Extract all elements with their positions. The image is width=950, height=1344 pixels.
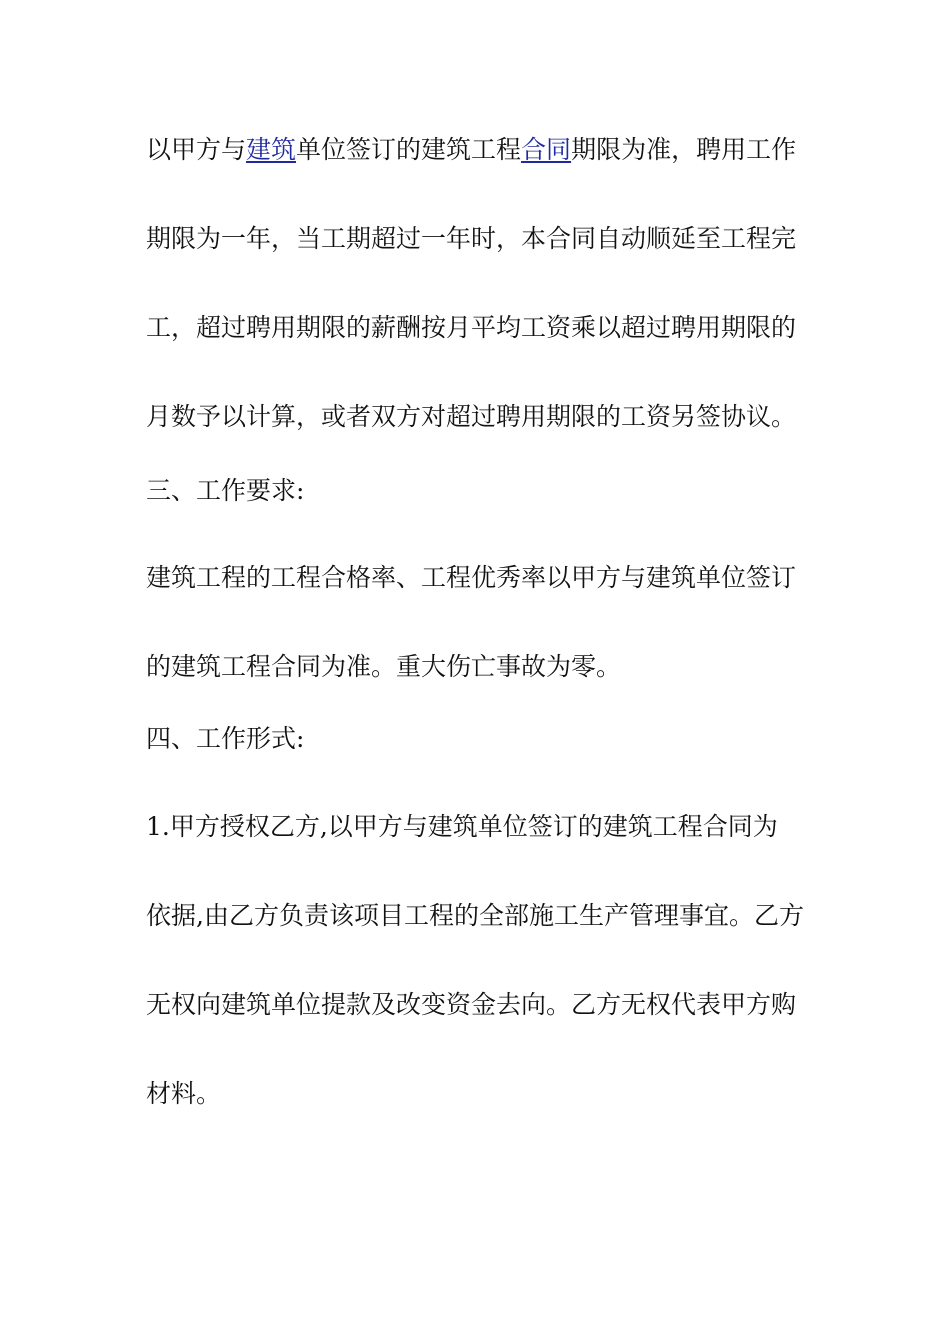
section-heading: 三、工作要求: [146,476,305,505]
paragraph-line: 无权向建筑单位提款及改变资金去向。乙方无权代表甲方购 [146,990,797,1019]
link-jianzhu[interactable]: 建筑 [246,135,297,164]
paragraph-line [146,133,796,167]
line-text: 期限为准，聘用工作 [571,135,797,164]
paragraph-line: 工，超过聘用期限的薪酬按月平均工资乘以超过聘用期限的 [146,313,797,342]
paragraph-line: 期限为一年，当工期超过一年时，本合同自动顺延至工程完 [146,224,797,253]
line-text: 以甲方与 [146,135,247,164]
section-heading: 四、工作形式: [146,724,305,753]
paragraph-line: 依据,由乙方负责该项目工程的全部施工生产管理事宜。乙方 [146,901,804,930]
link-hetong[interactable]: 合同 [521,135,572,164]
paragraph-line: 建筑工程的工程合格率、工程优秀率以甲方与建筑单位签订 [146,563,797,592]
paragraph-line: 的建筑工程合同为准。重大伤亡事故为零。 [146,652,622,681]
paragraph-line: 材料。 [146,1079,222,1108]
paragraph-line: 1.甲方授权乙方,以甲方与建筑单位签订的建筑工程合同为 [146,812,778,841]
paragraph-line: 月数予以计算，或者双方对超过聘用期限的工资另签协议。 [146,402,797,431]
line-text: 单位签订的建筑工程 [296,135,522,164]
